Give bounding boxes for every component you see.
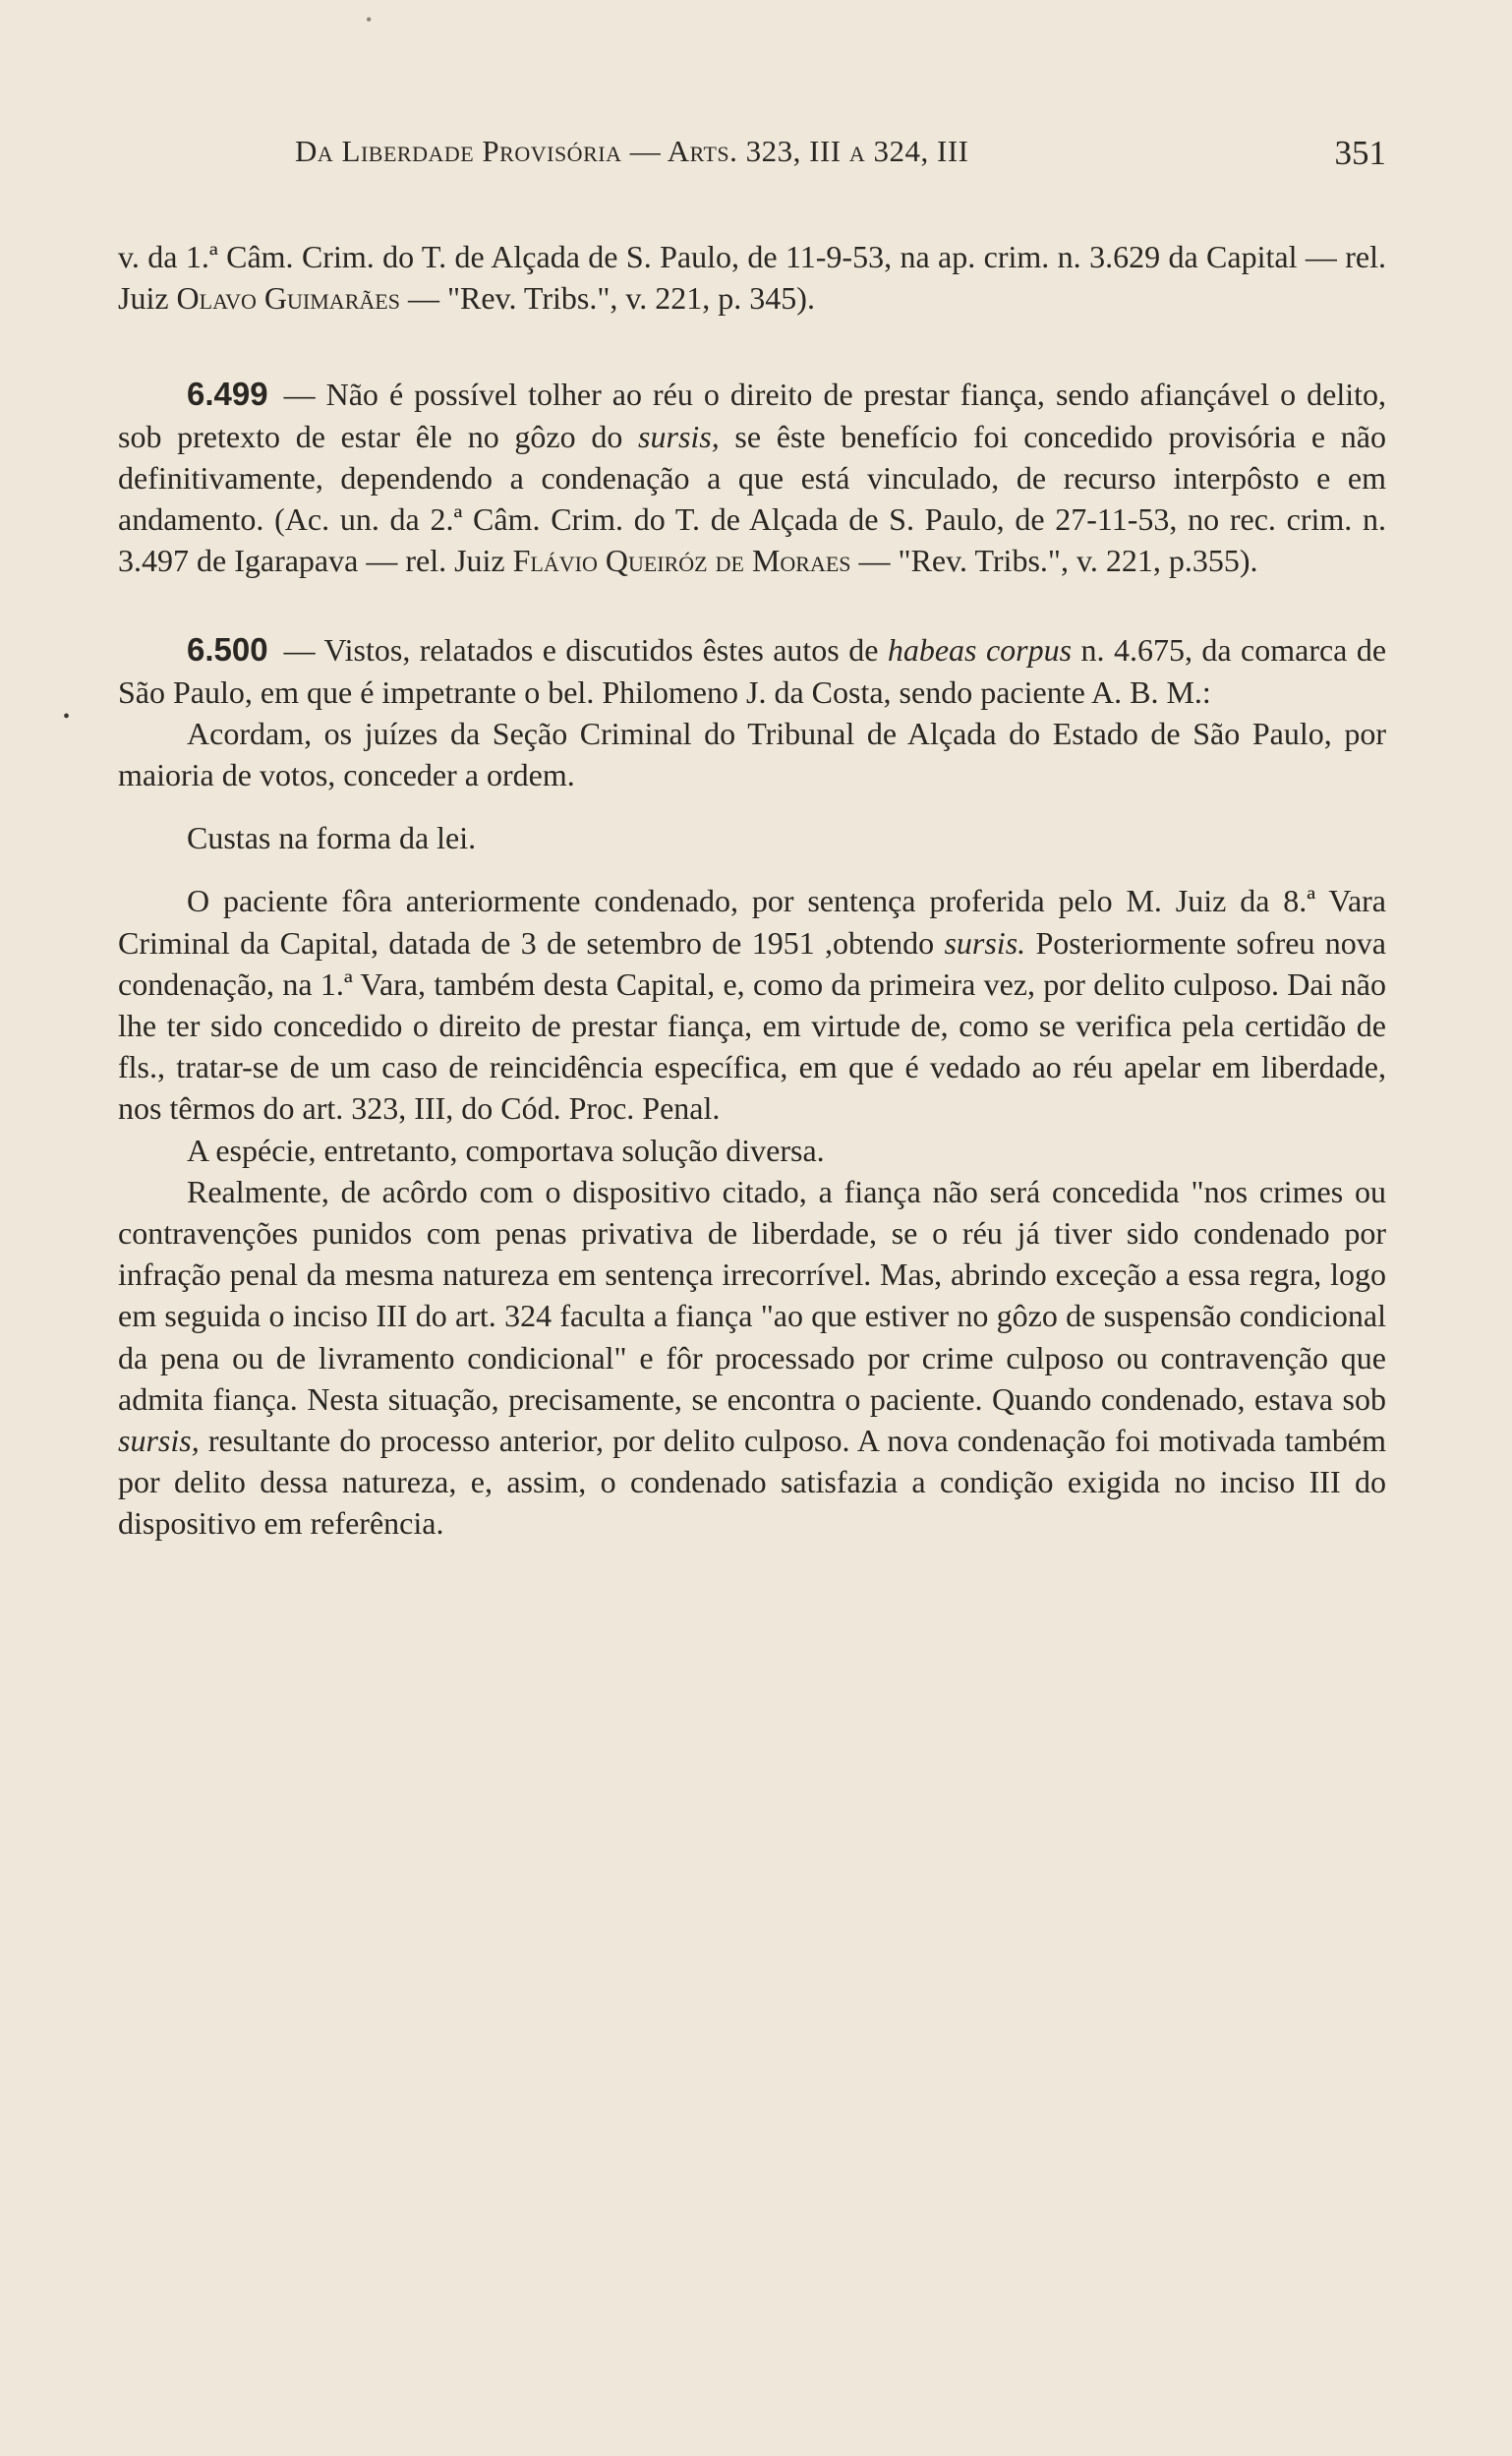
case-6500-text-b: n. 4.675, da comarca de São Paulo, em que é impetrante o bel. Philomeno J. da Costa, sendo paciente A. B. M.: xyxy=(118,632,1387,710)
citation-continued xyxy=(118,236,1386,319)
reasoning-paragraph xyxy=(118,1171,1386,1545)
citation-text-a: v. da 1.ª Câm. Crim. do T. de Alçada de S. Paulo, de 11-9-53, na ap. crim. n. 3.629 da Capital — rel. Juiz xyxy=(118,239,1386,317)
reasoning-text-a: Realmente, de acôrdo com o dispositivo citado, a fiança não será concedida "nos crimes ou contravenções punidos com penas privativa de liberdade, se o réu já tiver sido condenado por infração penal da mesma natureza em sentença irrecorrível. Mas, abrindo exceção a essa regra, logo em seguida o inciso III do art. 324 faculta a fiança "ao que estiver no gôzo de suspensão condicional da pena ou de livramento condicional" e fôr processado por crime culposo ou contravenção que admita fiança. Nesta situação, precisamente, se encontra o paciente. Quando condenado, estava sob xyxy=(118,1173,1386,1417)
sursis-term: sursis, xyxy=(118,1423,200,1459)
case-6499-text-a: — Não é possível tolher ao réu o direito de prestar fiança, sendo afiançável o delito, sob pretexto de estar êle no gôzo do xyxy=(118,377,1386,454)
sursis-term: sursis. xyxy=(944,924,1026,961)
facts-paragraph xyxy=(118,880,1386,1129)
case-number: 6.499 xyxy=(187,376,268,413)
case-6499-paragraph xyxy=(118,374,1386,581)
page-header xyxy=(275,126,1386,185)
case-number: 6.500 xyxy=(187,631,268,669)
case-6499-text-b: se êste benefício foi concedido provisória e não definitivamente, dependendo a condenação a que está vinculado, de recurso interpôsto e em andamento. (Ac. un. da 2.ª Câm. Crim. do T. de Alçada de S. Paulo, de 27-11-53, no rec. crim. n. 3.497 de Igarapava — rel. Juiz xyxy=(118,418,1387,579)
top-speck-mark: • xyxy=(366,10,373,29)
page-number: 351 xyxy=(1334,134,1386,172)
running-head: Da Liberdade Provisória — Arts. 323, III a 324, III xyxy=(295,134,969,168)
citation-text-b: — "Rev. Tribs.", v. 221, p. 345). xyxy=(399,280,815,317)
custas-paragraph: Custas na forma da lei. xyxy=(187,820,477,856)
facts-text-a: O paciente fôra anteriormente condenado, por sentença proferida pelo M. Juiz da 8.ª Vara Criminal da Capital, datada de 3 de setembro de 1951 ,obtendo xyxy=(118,883,1386,961)
body-text xyxy=(118,236,1386,1545)
judge-name: Olavo Guimarães xyxy=(176,280,400,317)
reasoning-text-b: resultante do processo anterior, por delito culposo. A nova condenação foi motivada também por delito dessa natureza, e, assim, o condenado satisfazia a condição exigida no inciso III do dispositivo em referência. xyxy=(118,1423,1386,1542)
sursis-term: sursis, xyxy=(638,418,720,454)
especie-paragraph: A espécie, entretanto, comportava solução diversa. xyxy=(187,1132,825,1168)
facts-text-b: Posteriormente sofreu nova condenação, na 1.ª Vara, também desta Capital, e, como da primeira vez, por delito culposo. Dai não lhe ter sido concedido o direito de prestar fiança, em virtude de, como se verifica pela certidão de fls., tratar-se de um caso de reincidência específica, em que é vedado ao réu apelar em liberdade, nos têrmos do art. 323, III, do Cód. Proc. Penal. xyxy=(118,924,1387,1127)
judge-name: Flávio Queiróz de Moraes xyxy=(512,543,851,579)
acordam-paragraph: Acordam, os juízes da Seção Criminal do Tribunal de Alçada do Estado de São Paulo, por maioria de votos, conceder a ordem. xyxy=(118,715,1386,793)
habeas-corpus-term: habeas corpus xyxy=(887,632,1073,669)
case-6499-text-c: — "Rev. Tribs.", v. 221, p.355). xyxy=(850,543,1258,579)
case-6500-paragraph xyxy=(118,629,1386,712)
margin-mark: • xyxy=(63,706,71,728)
case-6500-text-a: — Vistos, relatados e discutidos êstes autos de xyxy=(283,632,888,669)
